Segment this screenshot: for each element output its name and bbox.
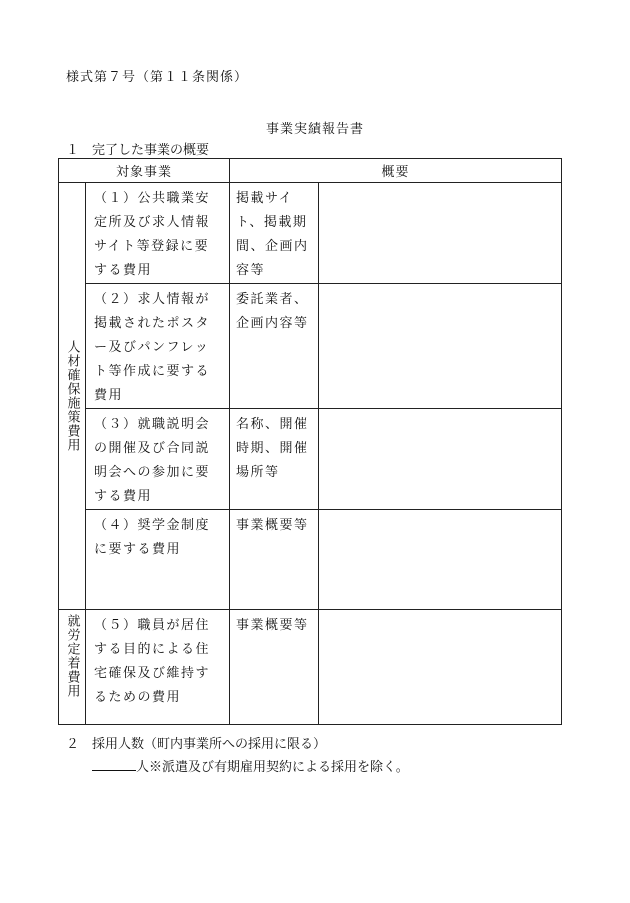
target-cell <box>86 284 230 409</box>
detail-input-cell[interactable] <box>319 610 562 725</box>
section1-label: 完了した事業の概要 <box>92 143 210 158</box>
header-target: 対象事業 <box>59 159 230 183</box>
summary-text: 掲載サイト、掲載期間、企画内容等 <box>236 191 309 278</box>
hire-count-line <box>92 756 409 775</box>
target-cell <box>86 510 230 610</box>
category-recruitment-label: 人材確保施策費用 <box>64 340 80 452</box>
project-summary-table <box>58 158 562 725</box>
target-text: （３）就職説明会の開催及び合同説明会への参加に要する費用 <box>94 417 211 504</box>
summary-text: 委託業者、企画内容等 <box>236 292 309 331</box>
detail-input-cell[interactable] <box>319 183 562 284</box>
category-recruitment <box>59 183 86 610</box>
target-text: （１）公共職業安定所及び求人情報サイト等登録に要する費用 <box>94 191 211 278</box>
section1-number: １ <box>66 143 80 158</box>
target-cell <box>86 409 230 510</box>
section1-heading <box>66 139 209 158</box>
summary-cell <box>230 409 319 510</box>
hire-count-note: ※派遣及び有期雇用契約による採用を除く。 <box>149 760 409 775</box>
target-cell <box>86 610 230 725</box>
target-text: （５）職員が居住する目的による住宅確保及び維持するための費用 <box>94 618 211 705</box>
target-text: （２）求人情報が掲載されたポスター及びパンフレット等作成に要する費用 <box>94 292 211 403</box>
form-number: 様式第７号（第１１条関係） <box>66 70 249 85</box>
category-retention-label: 就労定着費用 <box>64 614 80 698</box>
category-retention <box>59 610 86 725</box>
header-summary: 概要 <box>230 159 562 183</box>
summary-cell <box>230 510 319 610</box>
detail-input-cell[interactable] <box>319 284 562 409</box>
summary-text: 事業概要等 <box>236 618 309 633</box>
summary-text: 名称、開催時期、開催場所等 <box>236 417 309 480</box>
summary-cell <box>230 284 319 409</box>
hire-count-blank[interactable] <box>92 758 136 771</box>
hire-count-unit: 人 <box>136 760 150 775</box>
section2-number: ２ <box>66 737 80 752</box>
section2-heading <box>66 733 326 752</box>
target-cell <box>86 183 230 284</box>
summary-text: 事業概要等 <box>236 518 309 533</box>
summary-cell <box>230 183 319 284</box>
detail-input-cell[interactable] <box>319 510 562 610</box>
detail-input-cell[interactable] <box>319 409 562 510</box>
document-title: 事業実績報告書 <box>265 122 364 137</box>
section2-label: 採用人数（町内事業所への採用に限る） <box>92 737 327 752</box>
target-text: （４）奨学金制度に要する費用 <box>94 518 211 557</box>
summary-cell <box>230 610 319 725</box>
